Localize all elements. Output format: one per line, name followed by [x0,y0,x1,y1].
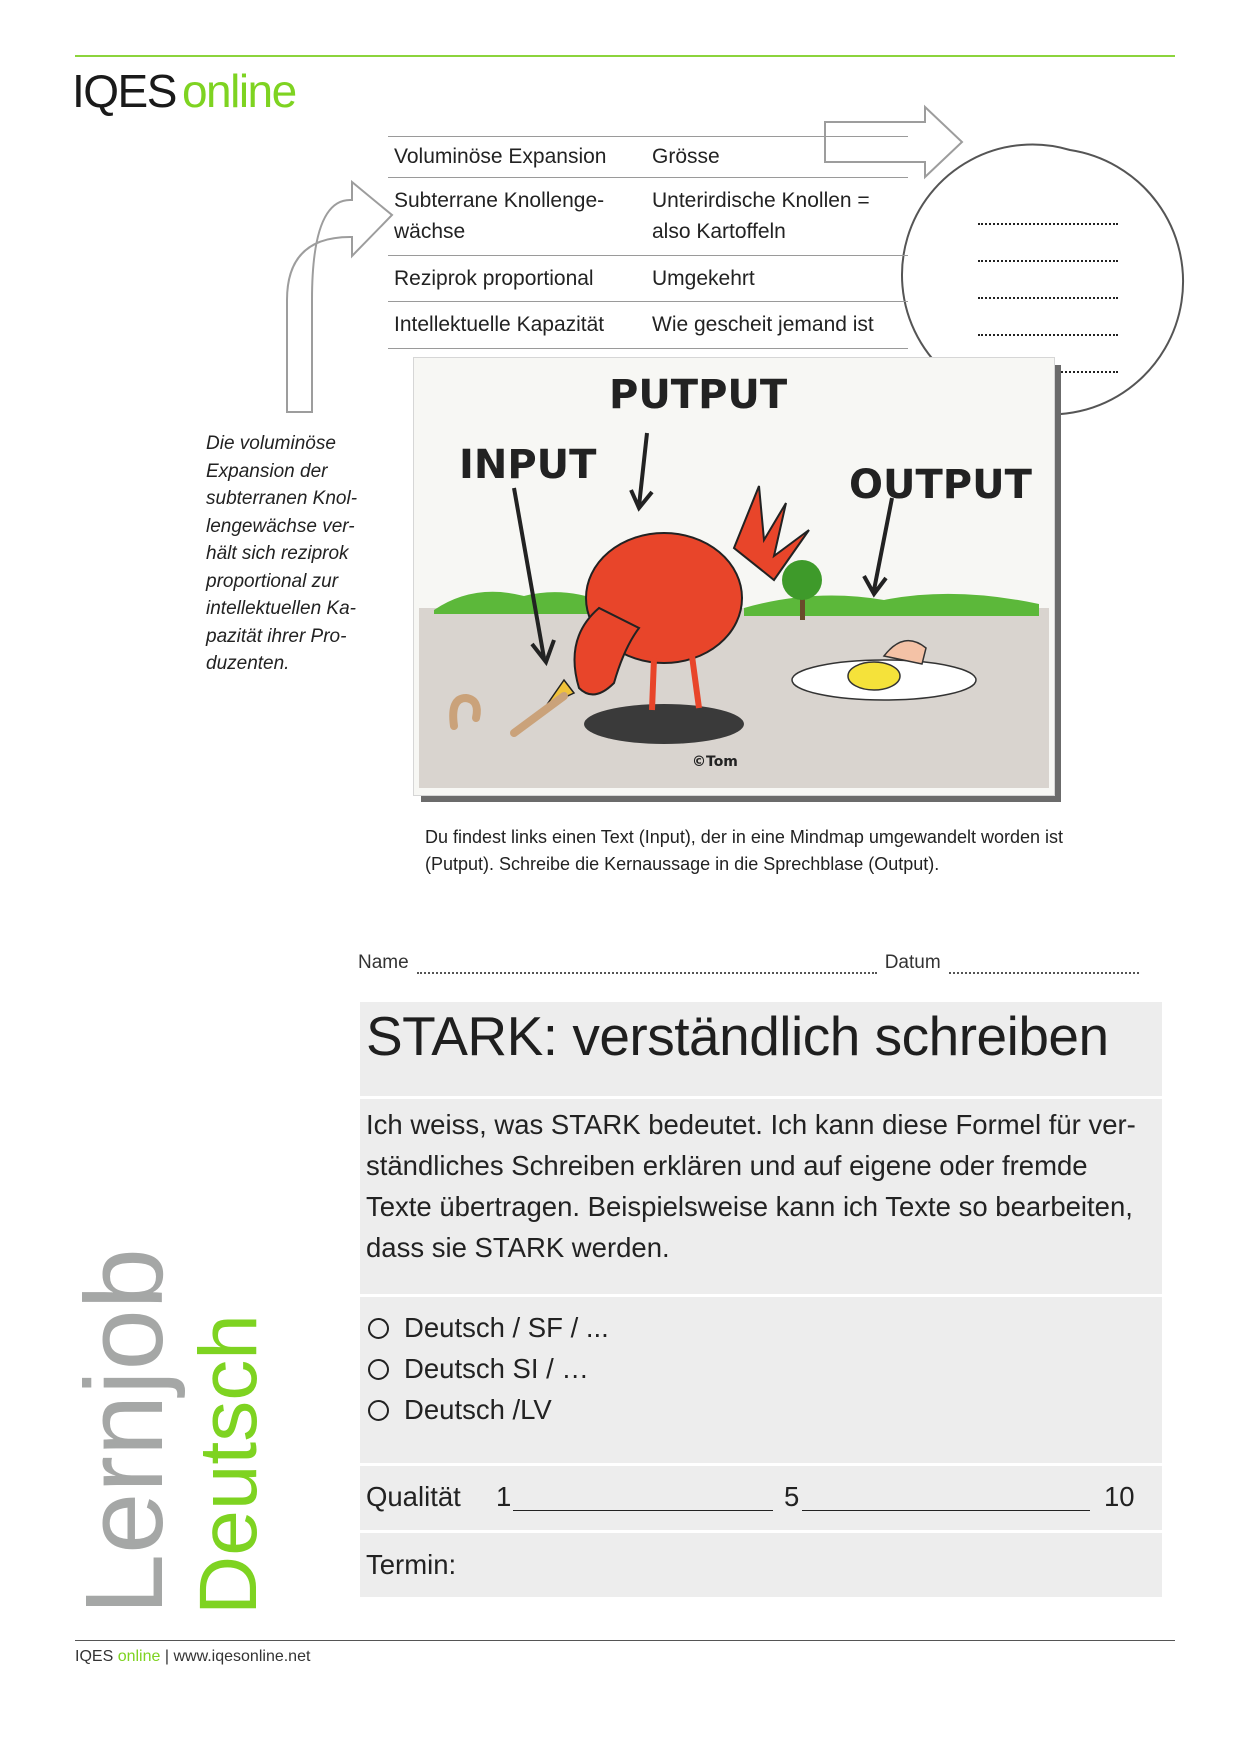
glossary-term: Subterrane Knollenge- wächse [388,177,646,255]
option-label: Deutsch / SF / ... [404,1312,609,1343]
side-label-deutsch: Deutsch [183,1314,274,1615]
option-checkbox[interactable] [368,1312,609,1344]
deadline-label: Termin: [366,1549,457,1580]
footer-separator: | [164,1648,169,1665]
glossary-term: Reziprok proportional [388,255,646,302]
glossary-meaning: Umgekehrt [646,255,908,302]
source-text: Die voluminöse Expansion der subterranen Knol-lengewächse ver-hält sich reziprok proportional zur intellektuellen Ka-pazität ihrer Pro-duzenten. [206,433,358,674]
quality-line-2[interactable] [802,1510,1090,1511]
quality-label: Qualität [366,1481,461,1512]
footer [75,1648,310,1666]
logo-iqes: IQES [72,65,176,117]
option-label: Deutsch /LV [404,1394,552,1425]
logo-online: online [181,65,296,117]
answer-line[interactable] [978,225,1118,262]
bottom-rule [75,1640,1175,1641]
glossary-meaning: Unterirdische Knollen = also Kartoffeln [646,177,908,255]
cartoon-signature: ©Tom [692,754,738,770]
curved-arrow-icon [287,182,392,412]
quality-panel [360,1466,1162,1530]
glossary-row [388,255,908,302]
label-input: INPUT [459,442,597,488]
answer-line[interactable] [978,188,1118,225]
quality-scale-max: 10 [1104,1481,1135,1512]
date-label: Datum [884,952,941,973]
option-checkbox[interactable] [368,1353,589,1385]
arrow-putput-icon [631,433,652,508]
name-field[interactable] [417,958,877,974]
hill-left [434,592,604,614]
hill-right [744,594,1039,616]
glossary-table [388,136,908,349]
option-checkbox[interactable] [368,1394,552,1426]
answer-line[interactable] [978,262,1118,299]
glossary-meaning: Grösse [646,137,908,178]
egg-yolk [848,662,900,690]
footer-brand-online: online [117,1648,161,1665]
deadline-panel [360,1533,1162,1597]
answer-line[interactable] [978,299,1118,336]
glossary-term: Intellektuelle Kapazität [388,302,646,349]
option-label: Deutsch SI / … [404,1353,589,1384]
name-date-row [358,952,1158,974]
cartoon-image [413,357,1055,796]
label-putput: PUTPUT [609,372,788,418]
glossary-term: Voluminöse Expansion [388,137,646,178]
quality-scale-mid: 5 [784,1481,800,1512]
radio-circle-icon[interactable] [368,1359,389,1380]
glossary-meaning: Wie gescheit jemand ist [646,302,908,349]
date-field[interactable] [949,958,1139,974]
learning-goal: Ich weiss, was STARK bedeutet. Ich kann diese Formel für ver-ständliches Schreiben erklären und auf eigene oder fremde Texte übertragen. Beispielsweise kann ich Texte so bearbeiten, dass sie STARK werden. [366,1109,1136,1263]
label-output: OUTPUT [849,462,1032,508]
instruction-caption: Du findest links einen Text (Input), der in eine Mindmap umgewandelt worden ist (Putput). Schreibe die Kernaussage in die Sprechblase (Output). [425,827,1064,874]
tree-crown [782,560,822,600]
glossary-row [388,177,908,255]
glossary-row [388,137,908,178]
side-label-lernjob: Lernjob [63,1248,186,1615]
hen-shadow [584,704,744,744]
glossary-row [388,302,908,349]
radio-circle-icon[interactable] [368,1400,389,1421]
bubble-answer-lines[interactable] [978,188,1118,373]
arrow-output-icon [864,498,892,594]
page-title: STARK: verständlich schreiben [366,1005,1109,1067]
footer-brand-iqes: IQES [75,1648,114,1665]
radio-circle-icon[interactable] [368,1318,389,1339]
quality-scale-min: 1 [496,1481,512,1512]
quality-line-1[interactable] [513,1510,773,1511]
cartoon-illustration [414,358,1054,795]
name-label: Name [358,952,409,973]
footer-url[interactable]: www.iqesonline.net [173,1648,311,1665]
